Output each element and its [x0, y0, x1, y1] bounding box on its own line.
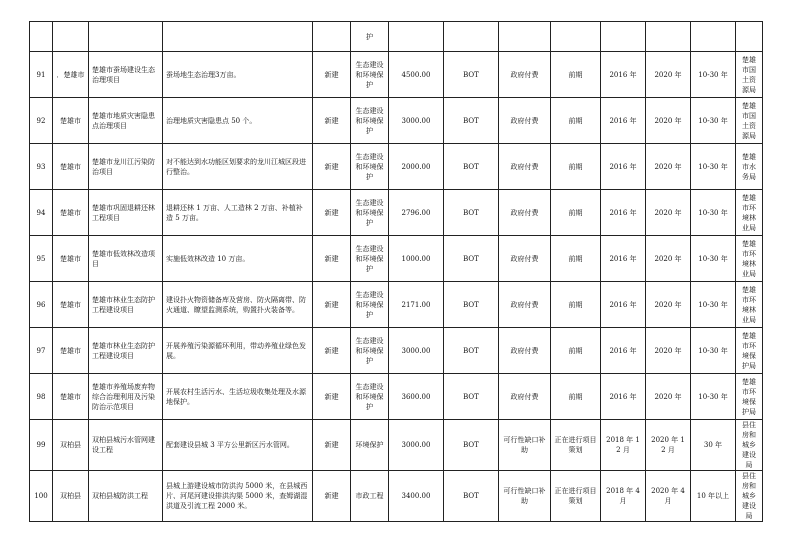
cell-project: 双柏县城防洪工程 — [89, 471, 163, 522]
cell-end: 2020 年 — [646, 190, 691, 236]
cell-investment: 3600.00 — [389, 374, 444, 420]
cell-mode: BOT — [444, 471, 499, 522]
table-row-fragment — [30, 22, 763, 52]
table-row — [30, 190, 763, 236]
cell-project: 楚雄市林业生态防护工程建设项目 — [89, 328, 163, 374]
cell-stage: 前期 — [551, 98, 601, 144]
cell-no: 96 — [30, 282, 53, 328]
cell-category: 生态建设和环境保护 — [351, 190, 389, 236]
cell-nature: 新建 — [313, 374, 351, 420]
cell-nature: 新建 — [313, 98, 351, 144]
cell-return: 政府付费 — [499, 190, 551, 236]
cell-region — [53, 22, 89, 52]
cell-term: 10-30 年 — [691, 374, 736, 420]
cell-region: 楚雄市 — [53, 144, 89, 190]
cell-start: 2016 年 — [601, 98, 646, 144]
cell-no: 97 — [30, 328, 53, 374]
cell-investment: 3400.00 — [389, 471, 444, 522]
cell-no: 93 — [30, 144, 53, 190]
cell-return: 政府付费 — [499, 328, 551, 374]
cell-region: 楚雄市 — [53, 190, 89, 236]
cell-start: 2016 年 — [601, 282, 646, 328]
cell-category: 生态建设和环境保护 — [351, 52, 389, 98]
cell-content: 对不能达到水功能区划要求的龙川江城区段进行整治。 — [163, 144, 313, 190]
cell-start — [601, 22, 646, 52]
cell-no: 95 — [30, 236, 53, 282]
cell-stage: 正在进行项目策划 — [551, 471, 601, 522]
cell-term: 10-30 年 — [691, 236, 736, 282]
cell-region: 楚雄市 — [53, 98, 89, 144]
cell-no: 98 — [30, 374, 53, 420]
cell-project: 楚雄市龙川江污染防治项目 — [89, 144, 163, 190]
cell-mode: BOT — [444, 328, 499, 374]
cell-category: 护 — [351, 22, 389, 52]
cell-no: 91 — [30, 52, 53, 98]
cell-investment: 2796.00 — [389, 190, 444, 236]
cell-end: 2020 年 12 月 — [646, 420, 691, 471]
cell-project: 楚雄市巩固退耕还林工程项目 — [89, 190, 163, 236]
cell-mode: BOT — [444, 236, 499, 282]
cell-dept: 县住房和城乡建设局 — [736, 420, 763, 471]
cell-project: 楚雄市地质灾害隐患点治理项目 — [89, 98, 163, 144]
cell-investment: 4500.00 — [389, 52, 444, 98]
cell-return: 政府付费 — [499, 282, 551, 328]
cell-stage: 前期 — [551, 52, 601, 98]
table-row — [30, 236, 763, 282]
cell-stage: 正在进行项目策划 — [551, 420, 601, 471]
cell-content: 建设扑火物资储备库及营房、防火隔离带、防火通道、瞭望监测系统，购置扑火装备等。 — [163, 282, 313, 328]
table-row — [30, 328, 763, 374]
table-row — [30, 471, 763, 522]
cell-start: 2018 年 12 月 — [601, 420, 646, 471]
cell-content: 县城上游建设城市防洪沟 5000 米，在县城西片、河尾河建设排洪沟渠 5000 米，查姆湖湿洪道及引流工程 2000 米。 — [163, 471, 313, 522]
cell-return: 政府付费 — [499, 374, 551, 420]
cell-nature: 新建 — [313, 144, 351, 190]
cell-region: 双柏县 — [53, 471, 89, 522]
cell-end: 2020 年 — [646, 236, 691, 282]
cell-no: 94 — [30, 190, 53, 236]
cell-dept: 楚雄市国土资源局 — [736, 52, 763, 98]
cell-no — [30, 22, 53, 52]
cell-end: 2020 年 — [646, 98, 691, 144]
cell-dept: 楚雄市环境林业局 — [736, 236, 763, 282]
cell-project: 楚雄市养殖场废弃物综合治理利用及污染防治示范项目 — [89, 374, 163, 420]
cell-region: 楚雄市 — [53, 236, 89, 282]
cell-mode: BOT — [444, 374, 499, 420]
cell-category: 生态建设和环境保护 — [351, 328, 389, 374]
table-row — [30, 144, 763, 190]
table-row — [30, 420, 763, 471]
cell-category: 生态建设和环境保护 — [351, 98, 389, 144]
cell-category: 环境保护 — [351, 420, 389, 471]
table-row — [30, 98, 763, 144]
cell-mode: BOT — [444, 190, 499, 236]
table-row — [30, 374, 763, 420]
project-table — [29, 21, 763, 522]
cell-region: 楚雄市 — [53, 328, 89, 374]
cell-dept: 楚雄市水务局 — [736, 144, 763, 190]
cell-end: 2020 年 — [646, 52, 691, 98]
cell-project — [89, 22, 163, 52]
cell-no: 100 — [30, 471, 53, 522]
cell-term: 10-30 年 — [691, 52, 736, 98]
cell-end — [646, 22, 691, 52]
cell-end: 2020 年 — [646, 374, 691, 420]
cell-dept: 楚雄市环境保护局 — [736, 328, 763, 374]
cell-stage: 前期 — [551, 374, 601, 420]
cell-term: 10-30 年 — [691, 144, 736, 190]
cell-region: 双柏县 — [53, 420, 89, 471]
cell-content: 蚕场地生态治理3万亩。 — [163, 52, 313, 98]
cell-category: 生态建设和环境保护 — [351, 374, 389, 420]
cell-content: 开展农村生活污水、生活垃圾收集处理及水源地保护。 — [163, 374, 313, 420]
cell-content: 开展养殖污染源循环利用，带动养殖业绿色发展。 — [163, 328, 313, 374]
cell-end: 2020 年 4 月 — [646, 471, 691, 522]
cell-project: 楚雄市林业生态防护工程建设项目 — [89, 282, 163, 328]
cell-content — [163, 22, 313, 52]
cell-stage: 前期 — [551, 144, 601, 190]
cell-dept: 楚雄市环境林业局 — [736, 282, 763, 328]
cell-no: 92 — [30, 98, 53, 144]
cell-mode: BOT — [444, 144, 499, 190]
cell-category: 生态建设和环境保护 — [351, 144, 389, 190]
cell-content: 配套建设县城 3 平方公里新区污水管网。 — [163, 420, 313, 471]
cell-term: 10 年以上 — [691, 471, 736, 522]
cell-end: 2020 年 — [646, 282, 691, 328]
cell-content: 退耕还林 1 万亩、人工造林 2 万亩、补植补造 5 万亩。 — [163, 190, 313, 236]
cell-term: 30 年 — [691, 420, 736, 471]
cell-investment: 3000.00 — [389, 98, 444, 144]
cell-return: 可行性缺口补助 — [499, 420, 551, 471]
cell-start: 2018 年 4 月 — [601, 471, 646, 522]
cell-start: 2016 年 — [601, 190, 646, 236]
cell-end: 2020 年 — [646, 144, 691, 190]
cell-region: ．楚雄市 — [53, 52, 89, 98]
cell-mode — [444, 22, 499, 52]
cell-dept: 楚雄市环境林业局 — [736, 190, 763, 236]
cell-return — [499, 22, 551, 52]
cell-investment: 2171.00 — [389, 282, 444, 328]
cell-investment: 3000.00 — [389, 328, 444, 374]
cell-return: 政府付费 — [499, 98, 551, 144]
cell-mode: BOT — [444, 98, 499, 144]
cell-return: 政府付费 — [499, 236, 551, 282]
cell-content: 治理地质灾害隐患点 50 个。 — [163, 98, 313, 144]
cell-region: 楚雄市 — [53, 282, 89, 328]
cell-stage: 前期 — [551, 236, 601, 282]
cell-nature: 新建 — [313, 328, 351, 374]
cell-term — [691, 22, 736, 52]
cell-term: 10-30 年 — [691, 98, 736, 144]
cell-mode: BOT — [444, 420, 499, 471]
cell-no: 99 — [30, 420, 53, 471]
cell-start: 2016 年 — [601, 374, 646, 420]
cell-nature: 新建 — [313, 236, 351, 282]
cell-dept: 楚雄市环境保护局 — [736, 374, 763, 420]
cell-investment: 2000.00 — [389, 144, 444, 190]
cell-category: 市政工程 — [351, 471, 389, 522]
cell-nature — [313, 22, 351, 52]
cell-nature: 新建 — [313, 420, 351, 471]
cell-dept: 县住房和城乡建设局 — [736, 471, 763, 522]
cell-stage: 前期 — [551, 190, 601, 236]
cell-project: 楚雄市低效林改造项目 — [89, 236, 163, 282]
cell-project: 楚雄市蚕场建设生态治理项目 — [89, 52, 163, 98]
cell-nature: 新建 — [313, 190, 351, 236]
table-row — [30, 282, 763, 328]
cell-investment: 3000.00 — [389, 420, 444, 471]
cell-start: 2016 年 — [601, 52, 646, 98]
cell-project: 双柏县城污水管网建设工程 — [89, 420, 163, 471]
cell-start: 2016 年 — [601, 144, 646, 190]
cell-stage: 前期 — [551, 282, 601, 328]
cell-start: 2016 年 — [601, 236, 646, 282]
cell-term: 10-30 年 — [691, 282, 736, 328]
cell-start: 2016 年 — [601, 328, 646, 374]
cell-stage — [551, 22, 601, 52]
cell-return: 政府付费 — [499, 52, 551, 98]
cell-investment: 1000.00 — [389, 236, 444, 282]
cell-stage: 前期 — [551, 328, 601, 374]
cell-content: 实施低效林改造 10 万亩。 — [163, 236, 313, 282]
cell-return: 可行性缺口补助 — [499, 471, 551, 522]
cell-mode: BOT — [444, 52, 499, 98]
project-table-sheet — [29, 21, 762, 522]
cell-nature: 新建 — [313, 52, 351, 98]
cell-dept: 楚雄市国土资源局 — [736, 98, 763, 144]
cell-dept — [736, 22, 763, 52]
table-row — [30, 52, 763, 98]
cell-mode: BOT — [444, 282, 499, 328]
cell-term: 10-30 年 — [691, 190, 736, 236]
cell-term: 10-30 年 — [691, 328, 736, 374]
cell-end: 2020 年 — [646, 328, 691, 374]
cell-region: 楚雄市 — [53, 374, 89, 420]
cell-category: 生态建设和环境保护 — [351, 282, 389, 328]
cell-category: 生态建设和环境保护 — [351, 236, 389, 282]
cell-investment — [389, 22, 444, 52]
cell-nature: 新建 — [313, 282, 351, 328]
cell-nature: 新建 — [313, 471, 351, 522]
cell-return: 政府付费 — [499, 144, 551, 190]
